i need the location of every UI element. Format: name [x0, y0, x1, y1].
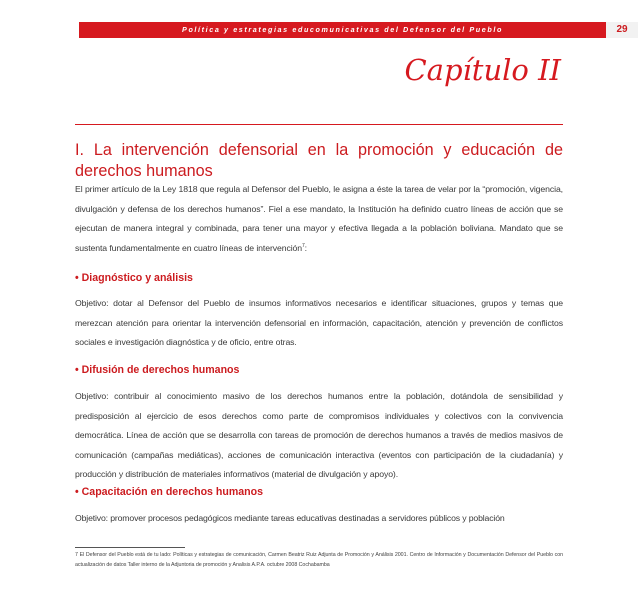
intro-text: El primer artículo de la Ley 1818 que regula al Defensor del Pueblo, le asigna a éste la tarea de velar por la “promoción, vigencia, divulgación y defensa de los derechos humanos”. Fiel a ese mandato, la Institución ha definido cuatro líneas de acción que se ejecutan de manera integral y combinada, para tener una mayor y efectiva llegada a la población boliviana. Mandato que se sustenta fundamentalmente en cuatro líneas de intervención: [75, 184, 563, 253]
footnote-divider: [75, 547, 185, 548]
objective-capacitacion: Objetivo: promover procesos pedagógicos mediante tareas educativas destinadas a servidores públicos y población: [75, 513, 505, 523]
objective-diagnostico: Objetivo: dotar al Defensor del Pueblo de insumos informativos necesarios e identificar situaciones, grupos y temas que merezcan atención para orientar la intervención defensorial en información, capacitación, atención y prevención de conflictos sociales e investigación diagnóstica y de oficio, entre otras.: [75, 298, 563, 348]
footnote-reference: 7: [301, 242, 305, 249]
section-title: I. La intervención defensorial en la promoción y educación de derechos humanos: [75, 141, 563, 180]
section-divider: [75, 124, 563, 125]
footnote: 7 El Defensor del Pueblo está de tu lado: Políticas y estrategias de comunicación, Carmen Beatriz Ruiz Adjunta de Promoción y Análisis 2001. Centro de Información y Documentación Defensor del Pueblo con actualización de datos Taller interno de la Adjuntoria de promoción y Analisis A.P.A. octubre 2008 Cochabamba: [75, 552, 563, 568]
heading-diagnostico: • Diagnóstico y análisis: [75, 272, 193, 284]
page-number: 29: [606, 22, 638, 38]
heading-difusion: • Difusión de derechos humanos: [75, 364, 240, 376]
heading-capacitacion: • Capacitación en derechos humanos: [75, 486, 263, 498]
running-header: [79, 22, 606, 38]
running-header-title: Política y estrategias educomunicativas del Defensor del Pueblo: [182, 25, 503, 34]
intro-paragraph: [75, 180, 563, 258]
intro-end: :: [304, 242, 307, 253]
chapter-title: Capítulo II: [404, 53, 561, 87]
objective-difusion: Objetivo: contribuir al conocimiento masivo de los derechos humanos entre la población, dotándola de sensibilidad y predisposición al ejercicio de esos derechos como parte de compromisos individuales y colectivos con la convivencia democrática. Línea de acción que se desarrolla con tareas de promoción de derechos humanos a través de medios masivos de comunicación (campañas mediáticas), acciones de comunicación interactiva (eventos con participación de la ciudadanía) y producción y distribución de materiales informativos (material de divulgación y apoyo).: [75, 391, 563, 480]
